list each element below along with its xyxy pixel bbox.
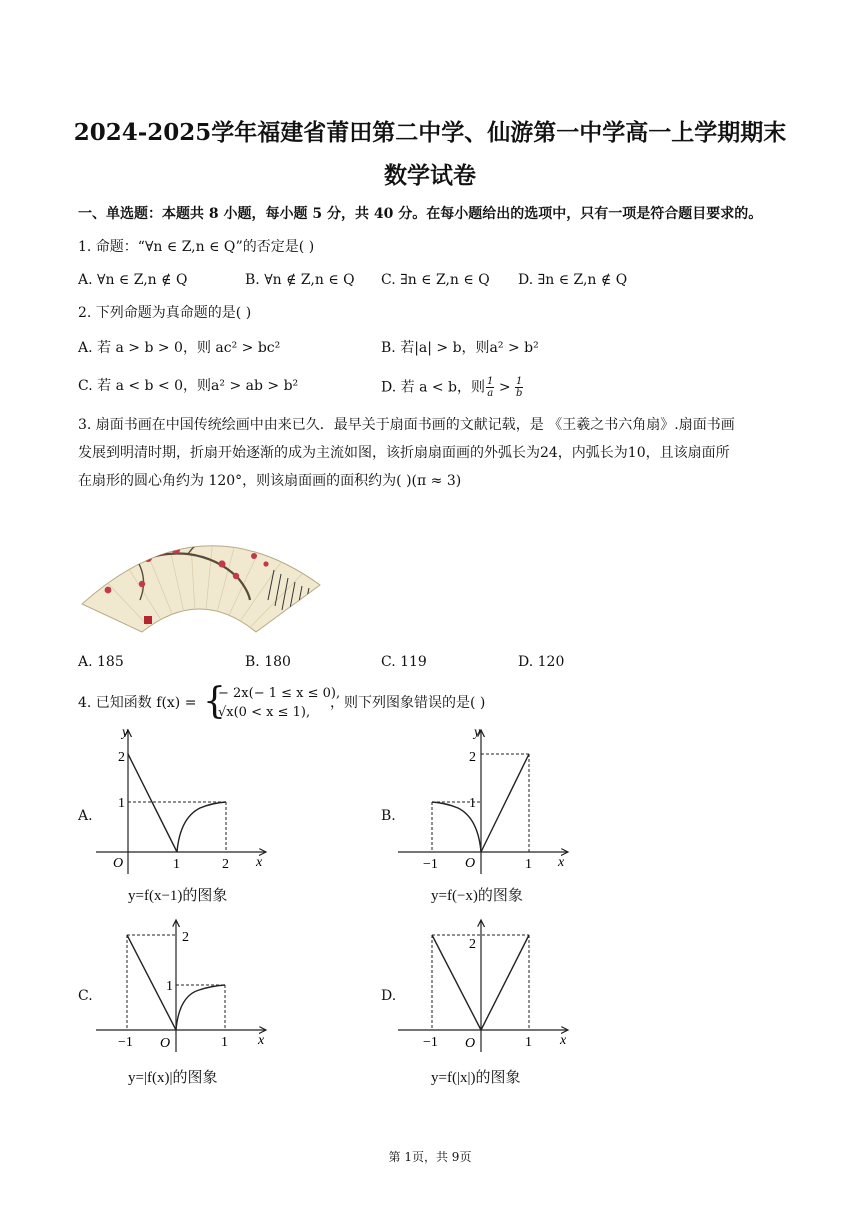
q3-line3: 在扇形的圆心角约为 120°，则该扇面画的面积约为( )(π ≈ 3) (78, 473, 462, 489)
svg-text:x: x (258, 1033, 265, 1048)
graph-c-label: C. (78, 988, 93, 1004)
q4-piece2: √x(0 < x ≤ 1), (218, 705, 311, 720)
q2-option-a: A. 若 a > b > 0，则 ac² > bc² (78, 340, 281, 356)
q3-option-b: B. 180 (245, 654, 291, 670)
q1-option-c: C. ∃n ∈ Z,n ∈ Q (381, 272, 490, 288)
svg-text:O: O (465, 1036, 476, 1051)
graph-a (90, 722, 280, 882)
q4-stem-prefix: 4. 已知函数 f(x) = (78, 695, 197, 711)
svg-text:1: 1 (166, 979, 173, 994)
graph-d-label: D. (381, 988, 397, 1004)
q1-option-d: D. ∃n ∈ Z,n ∉ Q (518, 272, 628, 288)
q2-stem: 2. 下列命题为真命题的是( ) (78, 305, 252, 321)
svg-text:1: 1 (221, 1035, 228, 1050)
q3-line1: 3. 扇面书画在中国传统绘画中由来已久．最早关于扇面书画的文献记载，是 《王羲之书六角扇》.扇面书画 (78, 417, 735, 433)
q2-option-c: C. 若 a < b < 0，则a² > ab > b² (78, 378, 299, 394)
svg-text:y: y (122, 725, 129, 740)
graph-b (392, 722, 582, 882)
q1-stem: 1. 命题：“∀n ∈ Z,n ∈ Q”的否定是( ) (78, 239, 315, 255)
q3-paragraph (78, 411, 782, 495)
page-footer: 第 1页，共 9页 (388, 1150, 472, 1164)
svg-text:x: x (558, 855, 565, 870)
svg-text:x: x (256, 855, 263, 870)
svg-text:1: 1 (525, 857, 532, 872)
q3-option-d: D. 120 (518, 654, 565, 670)
q3-option-a: A. 185 (78, 654, 124, 670)
graph-a-label: A. (78, 808, 93, 824)
svg-text:1: 1 (525, 1035, 532, 1050)
graph-d (392, 904, 582, 1064)
q3-line2: 发展到明清时期，折扇开始逐渐的成为主流如图，该折扇扇面画的外弧长为24，内弧长为10，且该扇面所 (78, 445, 730, 461)
q1-option-b: B. ∀n ∉ Z,n ∈ Q (245, 272, 355, 288)
graph-b-label: B. (381, 808, 396, 824)
svg-text:1: 1 (173, 857, 180, 872)
svg-text:2: 2 (222, 857, 229, 872)
graph-a-caption: y=f(x−1)的图象 (128, 888, 228, 904)
graph-b-caption: y=f(−x)的图象 (431, 888, 523, 904)
document-title-line1: 2024-2025学年福建省莆田第二中学、仙游第一中学高一上学期期末 (73, 119, 787, 146)
brace-icon: { (203, 681, 226, 722)
q4-stem-suffix: ，则下列图象错误的是( ) (330, 695, 486, 711)
fan-painting-image (78, 520, 323, 635)
q4-piece1: − 2x(− 1 ≤ x ≤ 0), (218, 686, 341, 701)
section-header: 一、单选题：本题共 8 小题，每小题 5 分，共 40 分。在每小题给出的选项中，只有一项是符合题目要求的。 (78, 206, 763, 222)
svg-text:1: 1 (469, 796, 476, 811)
document-title-line2: 数学试卷 (384, 162, 476, 189)
graph-c-caption: y=|f(x)|的图象 (128, 1070, 218, 1086)
q2-option-b: B. 若|a| > b，则a² > b² (381, 340, 539, 356)
svg-text:2: 2 (182, 930, 189, 945)
svg-text:x: x (560, 1033, 567, 1048)
graph-c (90, 904, 280, 1064)
q3-option-c: C. 119 (381, 654, 427, 670)
q1-option-a: A. ∀n ∈ Z,n ∉ Q (78, 272, 188, 288)
svg-text:−1: −1 (118, 1035, 133, 1050)
svg-text:O: O (113, 856, 124, 871)
svg-text:O: O (160, 1036, 171, 1051)
svg-text:−1: −1 (423, 1035, 438, 1050)
svg-text:2: 2 (469, 937, 476, 952)
graph-d-caption: y=f(|x|)的图象 (431, 1070, 521, 1086)
q2-option-d: D. 若 a < b，则 $\frac{1}{a}$ > $\frac{1}{b}$ (381, 376, 523, 399)
svg-text:−1: −1 (423, 857, 438, 872)
svg-text:2: 2 (469, 750, 476, 765)
svg-text:2: 2 (118, 750, 125, 765)
svg-text:y: y (474, 725, 481, 740)
svg-text:1: 1 (118, 796, 125, 811)
svg-text:O: O (465, 856, 476, 871)
